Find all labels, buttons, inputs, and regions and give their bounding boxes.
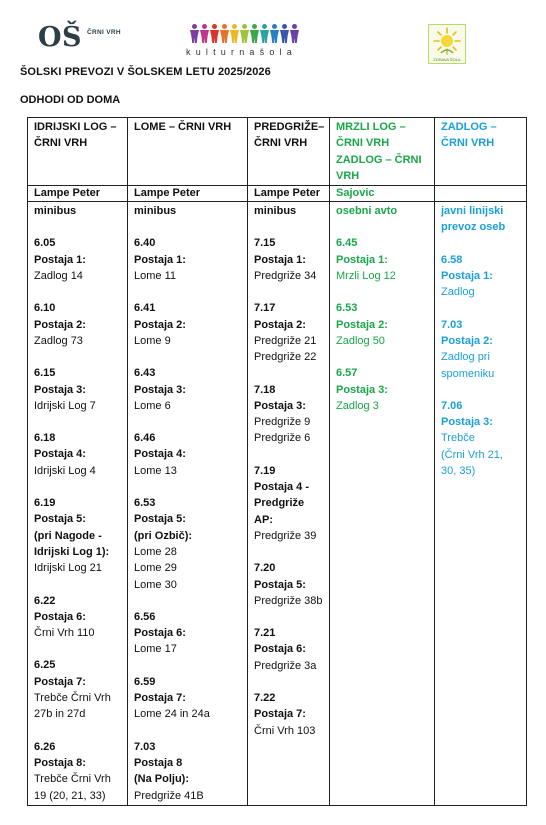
stop-label: Postaja 7: xyxy=(34,675,86,688)
stop-label: Postaja 3: xyxy=(254,399,306,412)
route-header: MRZLI LOG – ČRNI VRH ZADLOG – ČRNI VRH xyxy=(330,118,435,186)
document-subtitle: ODHODI OD DOMA xyxy=(20,94,121,106)
stop-address: Lome 17 xyxy=(134,643,177,656)
stop-label: Postaja 2: xyxy=(336,318,388,331)
stop-entry xyxy=(441,317,521,382)
stop-address: Zadlog 73 xyxy=(34,334,83,347)
route-schedule-cell xyxy=(248,202,330,806)
stop-address: Lome 9 xyxy=(134,334,171,347)
culture-school-logo-text: kulturnašola xyxy=(186,47,297,57)
stop-address: Zadlog 50 xyxy=(336,334,385,347)
stop-label: Postaja 1: xyxy=(134,253,186,266)
stop-entry xyxy=(34,430,122,479)
route-header: ZADLOG – ČRNI VRH xyxy=(435,118,527,186)
departure-time: 6.22 xyxy=(34,594,56,607)
stop-entry xyxy=(34,365,122,414)
departure-time: 6.25 xyxy=(34,659,56,672)
stop-label: Postaja 1: xyxy=(336,253,388,266)
stop-label: Postaja 6: xyxy=(34,610,86,623)
stop-label: Postaja 2: xyxy=(441,334,493,347)
vehicle-type: minibus xyxy=(34,205,77,218)
stop-address: Predgriže 34 xyxy=(254,270,317,283)
stop-label: Postaja 3: xyxy=(34,383,86,396)
stop-label: Postaja 3: xyxy=(336,383,388,396)
departure-time: 7.18 xyxy=(254,383,276,396)
stop-label: Postaja 2: xyxy=(254,318,306,331)
stop-address: Predgriže 6 xyxy=(254,432,311,445)
stop-address: Idrijski Log 7 xyxy=(34,399,96,412)
vehicle-type: javni linijski prevoz oseb xyxy=(441,205,506,234)
vehicle-type: osebni avto xyxy=(336,205,398,218)
stop-address: Predgriže 39 xyxy=(254,529,317,542)
stop-entry xyxy=(134,739,242,804)
route-header: LOME – ČRNI VRH xyxy=(128,118,248,186)
departure-time: 6.46 xyxy=(134,432,156,445)
healthy-school-logo-text: ZDRAVA ŠOLA xyxy=(433,57,461,62)
stop-entry xyxy=(254,382,324,447)
route-schedule-cell xyxy=(28,202,128,806)
departure-time: 6.41 xyxy=(134,302,156,315)
stop-label: Postaja 8: xyxy=(34,756,86,769)
stop-entry xyxy=(254,463,324,544)
stop-address: Lome 24 in 24a xyxy=(134,708,210,721)
stop-label: Postaja 7: xyxy=(254,708,306,721)
departure-time: 7.06 xyxy=(441,399,463,412)
departure-time: 6.58 xyxy=(441,253,463,266)
stop-entry xyxy=(134,300,242,349)
stop-entry xyxy=(336,235,429,284)
stop-address: Lome 6 xyxy=(134,399,171,412)
stop-entry xyxy=(34,495,122,576)
stop-entry xyxy=(254,625,324,674)
departure-time: 7.03 xyxy=(441,318,463,331)
stop-note: (pri Nagode - Idrijski Log 1): xyxy=(34,529,110,558)
stop-address: Trebče Črni Vrh 19 (20, 21, 33) xyxy=(34,773,111,802)
stop-address: Predgriže 41B xyxy=(134,789,204,802)
stop-label: Postaja 2: xyxy=(134,318,186,331)
stop-address: Lome 30 xyxy=(134,578,177,591)
stop-address: Črni Vrh 103 xyxy=(254,724,316,737)
stop-address: Idrijski Log 21 xyxy=(34,562,102,575)
vehicle-type: minibus xyxy=(134,205,177,218)
departure-time: 6.10 xyxy=(34,302,56,315)
stop-address: Mrzli Log 12 xyxy=(336,270,396,283)
route-header: PREDGRIŽE– ČRNI VRH xyxy=(248,118,330,186)
departure-time: 6.53 xyxy=(134,497,156,510)
stop-address: Črni Vrh 110 xyxy=(34,627,95,640)
stop-label: Postaja 4: xyxy=(34,448,86,461)
departure-time: 6.18 xyxy=(34,432,56,445)
stop-label: Postaja 8 xyxy=(134,756,183,769)
route-schedule-cell xyxy=(128,202,248,806)
stop-label: Postaja 5: xyxy=(134,513,186,526)
stop-address: Zadlog 14 xyxy=(34,270,83,283)
school-logo-name: ČRNI VRH xyxy=(87,29,121,36)
stop-label: Postaja 7: xyxy=(134,692,186,705)
stop-entry xyxy=(134,235,242,284)
departure-time: 7.17 xyxy=(254,302,276,315)
stop-address: Idrijski Log 4 xyxy=(34,464,96,477)
stop-address: Lome 13 xyxy=(134,464,177,477)
stop-address: Zadlog pri spomeniku xyxy=(441,351,495,380)
stop-entry xyxy=(254,300,324,365)
stop-address: Predgriže 3a xyxy=(254,659,317,672)
stop-note: (pri Ozbič): xyxy=(134,529,193,542)
stop-entry xyxy=(254,560,324,609)
stop-entry xyxy=(34,300,122,349)
driver-cell: Lampe Peter xyxy=(128,186,248,202)
stop-entry xyxy=(34,235,122,284)
stop-label: Postaja 1: xyxy=(441,270,493,283)
stop-entry xyxy=(254,690,324,739)
stop-note: (Na Polju): xyxy=(134,773,189,786)
stop-entry xyxy=(134,674,242,723)
stop-address: Lome 29 xyxy=(134,562,177,575)
departure-time: 7.20 xyxy=(254,562,276,575)
departure-time: 6.53 xyxy=(336,302,358,315)
stop-label: Postaja 2: xyxy=(34,318,86,331)
people-figures-icon xyxy=(186,22,356,44)
stop-address: Predgriže 22 xyxy=(254,351,317,364)
stop-entry xyxy=(336,365,429,414)
school-logo-abbr: OŠ xyxy=(38,22,83,53)
stop-entry xyxy=(134,430,242,479)
stop-label: Postaja 4: xyxy=(134,448,186,461)
stop-label: Postaja 1: xyxy=(34,253,86,266)
departure-time: 6.57 xyxy=(336,367,358,380)
driver-cell: Lampe Peter xyxy=(248,186,330,202)
stop-address: (Črni Vrh 21, 30, 35) xyxy=(441,448,503,478)
route-header-row xyxy=(28,118,527,186)
schedule-row xyxy=(28,202,527,806)
departure-time: 6.19 xyxy=(34,497,56,510)
departure-time: 7.22 xyxy=(254,692,276,705)
stop-label: Postaja 6: xyxy=(134,627,186,640)
stop-entry xyxy=(134,365,242,414)
stop-address: Lome 28 xyxy=(134,545,177,558)
departure-time: 7.19 xyxy=(254,464,276,477)
driver-cell: Sajovic xyxy=(330,186,435,202)
driver-row xyxy=(28,186,527,202)
stop-entry xyxy=(34,657,122,722)
stop-label: Postaja 3: xyxy=(441,416,493,429)
departure-time: 6.59 xyxy=(134,675,156,688)
departure-time: 6.56 xyxy=(134,610,156,623)
departure-time: 6.05 xyxy=(34,237,56,250)
stop-label: Postaja 4 - Predgriže AP: xyxy=(254,481,310,526)
stop-entry xyxy=(336,300,429,349)
stop-label: Postaja 5: xyxy=(254,578,306,591)
stop-label: Postaja 6: xyxy=(254,643,306,656)
stop-entry xyxy=(34,739,122,804)
driver-cell: Lampe Peter xyxy=(28,186,128,202)
stop-address: Trebče xyxy=(441,432,475,445)
stop-label: Postaja 1: xyxy=(254,253,306,266)
stop-entry xyxy=(34,593,122,642)
departure-time: 7.21 xyxy=(254,627,276,640)
route-schedule-cell xyxy=(330,202,435,806)
stop-entry xyxy=(134,495,242,593)
sun-icon xyxy=(429,25,465,57)
school-logo xyxy=(38,22,121,53)
stop-label: Postaja 3: xyxy=(134,383,186,396)
stop-address: Predgriže 9 xyxy=(254,416,311,429)
stop-address: Lome 11 xyxy=(134,270,176,283)
stop-entry xyxy=(441,252,521,301)
stop-entry xyxy=(134,609,242,658)
vehicle-type: minibus xyxy=(254,205,297,218)
stop-address: Zadlog 3 xyxy=(336,399,379,412)
departure-time: 6.40 xyxy=(134,237,156,250)
route-schedule-cell xyxy=(435,202,527,806)
stop-address: Predgriže 21 xyxy=(254,334,317,347)
document-title: ŠOLSKI PREVOZI V ŠOLSKEM LETU 2025/2026 xyxy=(20,66,271,78)
departure-time: 6.43 xyxy=(134,367,156,380)
departure-time: 6.45 xyxy=(336,237,358,250)
departure-time: 6.15 xyxy=(34,367,56,380)
stop-address: Trebče Črni Vrh 27b in 27d xyxy=(34,692,111,721)
transport-timetable xyxy=(27,117,527,806)
driver-cell xyxy=(435,186,527,202)
stop-address: Zadlog xyxy=(441,286,475,299)
stop-label: Postaja 5: xyxy=(34,513,86,526)
departure-time: 7.15 xyxy=(254,237,276,250)
healthy-school-logo xyxy=(428,24,466,64)
culture-school-logo xyxy=(186,22,356,57)
route-header: IDRIJSKI LOG – ČRNI VRH xyxy=(28,118,128,186)
departure-time: 7.03 xyxy=(134,740,156,753)
stop-entry xyxy=(254,235,324,284)
stop-entry xyxy=(441,398,521,479)
stop-address: Predgriže 38b xyxy=(254,594,323,607)
departure-time: 6.26 xyxy=(34,740,56,753)
